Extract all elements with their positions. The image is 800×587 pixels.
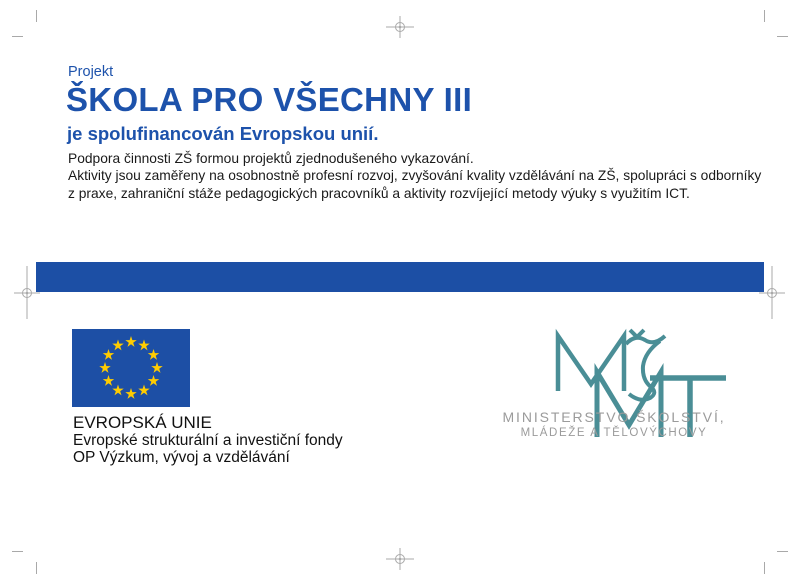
crop-mark: [764, 10, 765, 22]
eu-flag: [72, 329, 190, 407]
crop-mark: [36, 562, 37, 574]
crop-mark: [36, 10, 37, 22]
crop-mark: [12, 36, 23, 37]
ministry-name-line: MINISTERSTVO ŠKOLSTVÍ,: [502, 409, 726, 425]
eu-label-line: OP Výzkum, vývoj a vzdělávání: [73, 448, 290, 466]
monogram-letter-s-spine: [629, 341, 660, 400]
blue-divider-bar: [36, 262, 764, 292]
project-kicker: Projekt: [68, 64, 114, 80]
cofinancing-subtitle: je spolufinancován Evropskou unií.: [67, 123, 379, 144]
eu-label-line: EVROPSKÁ UNIE: [73, 413, 212, 432]
crop-mark: [777, 36, 788, 37]
ministry-name-line: MLÁDEŽE A TĚLOVÝCHOVY: [520, 427, 708, 439]
project-title: ŠKOLA PRO VŠECHNY III: [66, 81, 473, 118]
crop-mark: [12, 551, 23, 552]
monogram-letter-m1: [558, 336, 624, 391]
ministry-name: [478, 409, 750, 440]
registration-mark: [384, 16, 416, 40]
description-line: z praxe, zahraniční stáže pedagogických pracovníků a aktivity rozvíjející metody výuky s využitím ICT.: [68, 185, 690, 201]
project-description: [68, 150, 761, 202]
description-line: Podpora činnosti ZŠ formou projektů zjednodušeného vykazování.: [68, 151, 474, 166]
eu-labels: [73, 412, 343, 467]
description-line: Aktivity jsou zaměřeny na osobnostně profesní rozvoj, zvyšování kvality vzdělávání na ZŠ, spolupráci s odborníky: [68, 168, 762, 184]
crop-mark: [764, 562, 765, 574]
eu-label-line: Evropské strukturální a investiční fondy: [73, 432, 343, 449]
crop-mark: [777, 551, 788, 552]
registration-mark: [384, 548, 416, 572]
